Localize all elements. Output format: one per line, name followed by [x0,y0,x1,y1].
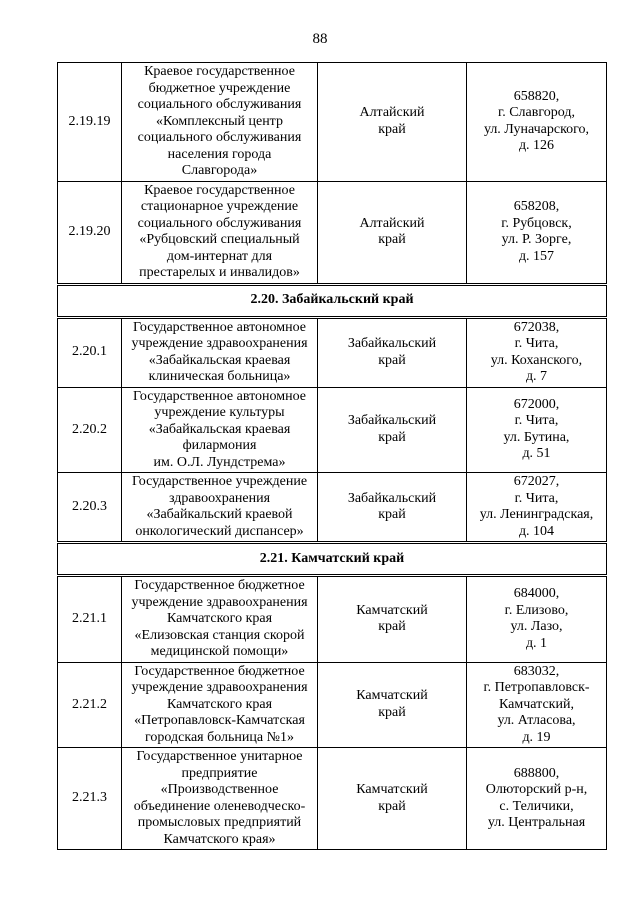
address [467,63,607,182]
section-title: 2.20. Забайкальский край [58,284,607,317]
address-line: ул. Лазо, [510,619,563,635]
address-line: 683032, [513,663,560,679]
page-number: 88 [312,31,328,47]
institution-name-line: медицинской помощи» [150,644,289,659]
address-line: г. Петропавловск- [483,680,590,695]
institution-name-line: «Рубцовский специальный [139,232,300,247]
region-line: Алтайский [359,215,425,231]
institution-name-line: Славгорода» [181,163,258,178]
address-line: д. 157 [518,248,555,264]
address [467,748,607,850]
region [318,387,467,473]
institution-name-line: Государственное бюджетное [134,578,305,593]
region [318,317,467,387]
address-line: 688800, [513,765,560,781]
institution-name-line: филармония [182,438,257,453]
table-row [58,63,607,182]
region-line: край [378,704,406,720]
region [318,63,467,182]
institution-name-line: Камчатского края» [163,831,276,847]
address-line: 658208, [513,199,560,214]
table-row [58,181,607,284]
region-line: Алтайский [359,105,425,121]
address [467,662,607,748]
institution-name-line: «Петропавловск-Камчатская [134,713,305,728]
institution-name-line: учреждение здравоохранения [131,594,308,610]
institution-name-line: бюджетное учреждение [148,80,291,96]
region [318,181,467,284]
institution-name-line: «Забайкальский краевой [146,507,293,522]
address-line: д. 7 [525,369,548,384]
region-line: Забайкальский [347,336,437,351]
entry-number: 2.21.3 [58,748,122,850]
address-line: 684000, [513,586,560,602]
region-line: Забайкальский [347,490,437,506]
institution-name-line: стационарное учреждение [140,199,299,214]
institution-name-line: учреждение культуры [154,405,285,420]
address-line: ул. Коханского, [490,352,583,368]
address-line: с. Теличики, [499,798,574,814]
institution-name-line: престарелых и инвалидов» [139,265,300,280]
institution-name-line: им. О.Л. Лундстрема» [153,454,286,470]
institution-name-line: «Елизовская станция скорой [134,627,305,643]
address [467,473,607,543]
address-line: г. Рубцовск, [501,215,572,231]
institution-name-line: Государственное автономное [132,388,306,404]
institution-name-line: клиническая больница» [148,369,291,384]
address-line: 672038, [513,319,560,335]
entry-number: 2.21.1 [58,576,122,663]
institution-name-line: онкологический диспансер» [135,523,304,539]
section-header-row [58,284,607,317]
table-row [58,576,607,663]
table-row [58,748,607,850]
institution-name-line: учреждение здравоохранения [131,336,308,351]
address-line: 672000, [513,396,560,412]
section-title: 2.21. Камчатский край [58,543,607,576]
institution-name-line: Государственное автономное [132,319,306,335]
address-line: г. Славгород, [498,105,575,121]
entry-number: 2.19.19 [58,63,122,182]
region-line: край [378,507,406,522]
institution-name [122,387,318,473]
institution-name-line: Государственное бюджетное [134,663,305,679]
institution-name [122,317,318,387]
entry-number: 2.19.20 [58,181,122,284]
institution-name-line: городская больница №1» [145,729,294,745]
address-line: г. Чита, [514,336,559,351]
address-line: 672027, [513,474,560,489]
region-line: край [378,798,406,814]
institution-name-line: социального обслуживания [137,215,302,231]
address-line: ул. Бутина, [503,429,570,445]
institution-name [122,63,318,182]
institution-name-line: объединение оленеводческо- [133,798,306,814]
address [467,317,607,387]
region-line: Камчатский [356,688,428,704]
table-row [58,317,607,387]
address-line: ул. Луначарского, [483,121,590,137]
institution-name [122,181,318,284]
institution-name-line: «Комплексный центр [156,113,283,129]
institution-name [122,576,318,663]
institution-name-line: Камчатского края [166,611,273,626]
table-row [58,387,607,473]
table-row [58,473,607,543]
region-line: Камчатский [356,602,428,618]
institution-name-line: «Забайкальская краевая [148,352,291,368]
institution-name-line: Камчатского края [166,696,273,712]
region-line: край [378,232,406,247]
address-line: д. 1 [525,635,548,651]
institution-name [122,662,318,748]
address-line: г. Чита, [514,413,559,429]
entry-number: 2.21.2 [58,662,122,748]
address-line: ул. Ленинградская, [479,507,594,522]
region-line: Камчатский [356,782,428,797]
institution-name-line: Краевое государственное [144,182,295,198]
entry-number: 2.20.1 [58,317,122,387]
address [467,181,607,284]
region [318,576,467,663]
institution-name-line: социального обслуживания [137,130,302,145]
institution-name [122,748,318,850]
institution-name-line: населения города [167,146,272,162]
region-line: край [378,352,406,368]
institutions-table [57,62,607,850]
address [467,576,607,663]
region [318,662,467,748]
region-line: Забайкальский [347,413,437,429]
institution-name-line: учреждение здравоохранения [131,680,308,695]
section-header-row [58,543,607,576]
institution-name-line: Государственное учреждение [131,474,308,489]
entry-number: 2.20.2 [58,387,122,473]
address-line: д. 19 [522,729,551,745]
address-line: г. Елизово, [504,602,569,618]
address-line: г. Чита, [514,490,559,506]
address-line: д. 126 [518,138,555,154]
table-row [58,662,607,748]
region [318,473,467,543]
address-line: 658820, [513,88,560,104]
institution-name-line: Краевое государственное [144,64,295,79]
address-line: д. 104 [518,523,555,539]
institution-name-line: промысловых предприятий [137,815,302,830]
region-line: край [378,121,406,137]
institution-name-line: «Забайкальская краевая [148,421,291,437]
region [318,748,467,850]
address-line: д. 51 [522,446,551,462]
institution-name-line: предприятие [181,765,258,781]
institution-name-line: дом-интернат для [166,248,273,264]
institution-name-line: здравоохранения [168,490,271,506]
institution-name [122,473,318,543]
institution-name-line: Государственное унитарное [136,749,303,764]
institution-name-line: «Производственное [160,782,279,797]
address [467,387,607,473]
address-line: ул. Центральная [487,815,586,830]
entry-number: 2.20.3 [58,473,122,543]
address-line: ул. Р. Зорге, [501,232,572,247]
address-line: Олюторский р-н, [485,782,588,797]
region-line: край [378,619,406,635]
institution-name-line: социального обслуживания [137,97,302,112]
region-line: край [378,429,406,445]
address-line: ул. Атласова, [497,713,576,728]
address-line: Камчатский, [499,696,574,712]
